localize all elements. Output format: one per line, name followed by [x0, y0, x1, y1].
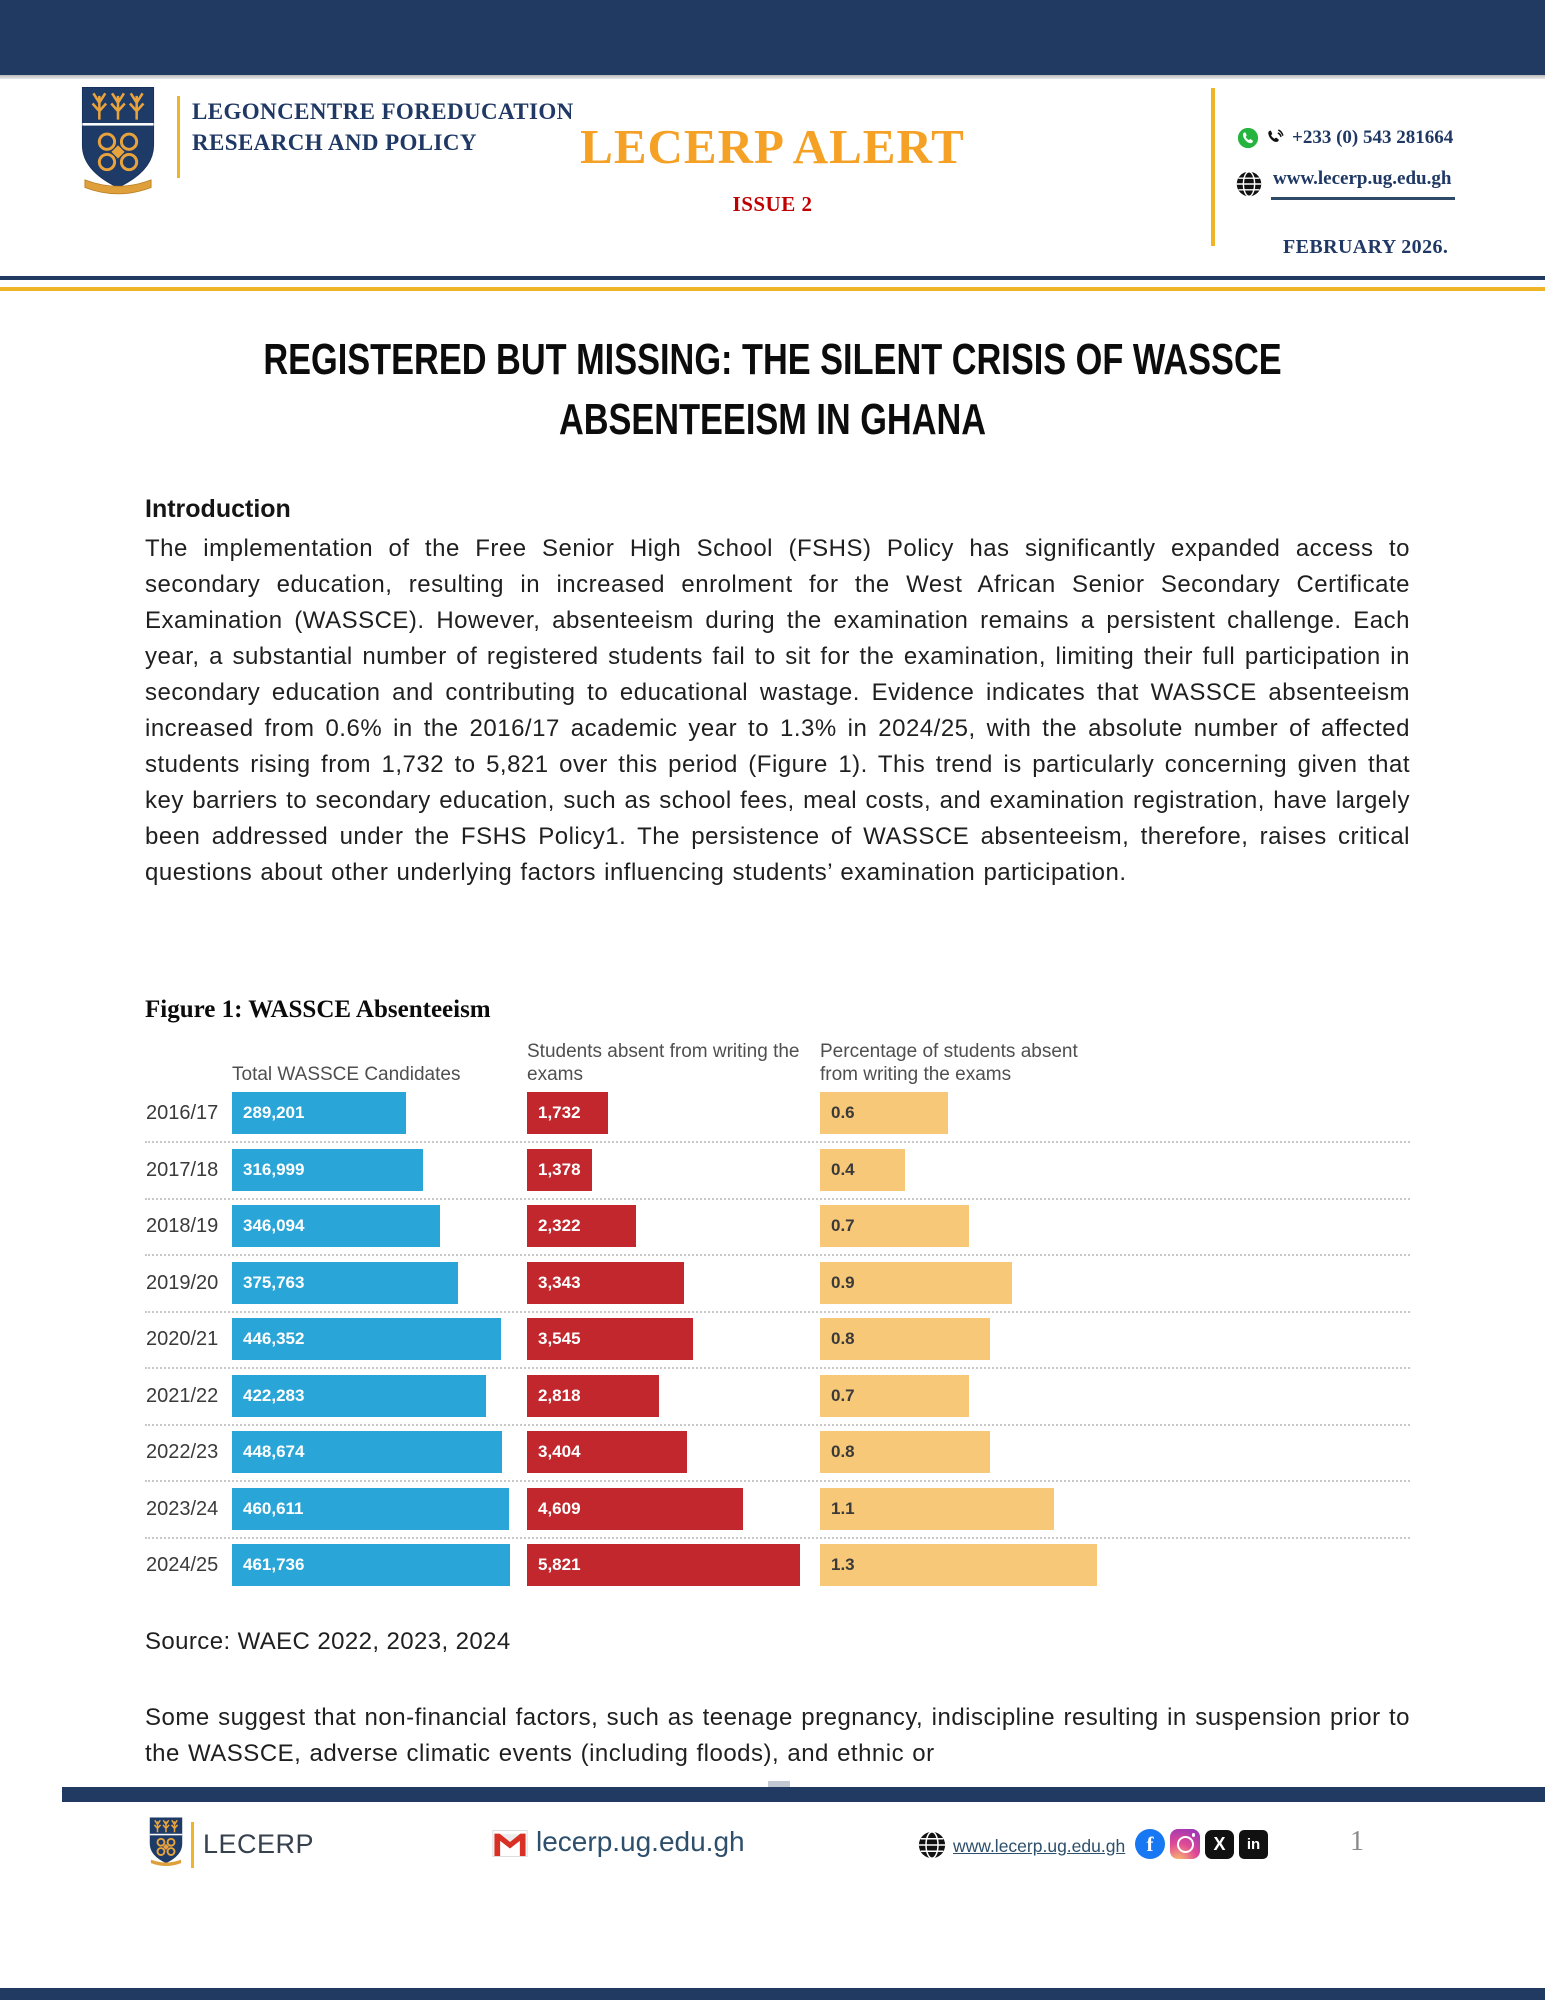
x-twitter-icon[interactable]: X [1205, 1830, 1234, 1859]
bar-2022-23-series0: 448,674 [232, 1431, 502, 1473]
org-name-line2: RESEARCH AND POLICY [192, 130, 477, 155]
bar-track [232, 1488, 510, 1530]
footer-banner [62, 1787, 1545, 1802]
bar-track [232, 1375, 510, 1417]
row-separator [145, 1367, 1410, 1369]
bar-track [527, 1488, 800, 1530]
bar-track [527, 1092, 800, 1134]
chart-column-header-percentage: Percentage of students absent from writing the exams [820, 1041, 1078, 1085]
bar-2020-21-series1: 3,545 [527, 1318, 693, 1360]
bar-track [820, 1375, 1097, 1417]
year-label: 2021/22 [146, 1384, 219, 1407]
bar-2016-17-series2: 0.6 [820, 1092, 948, 1134]
bar-track [820, 1488, 1097, 1530]
article-title [0, 330, 1545, 450]
website-row [1235, 168, 1455, 200]
wassce-absenteeism-chart [145, 1040, 1410, 1600]
article-title-line2: ABSENTEEISM IN GHANA [558, 395, 987, 444]
year-label: 2019/20 [146, 1271, 219, 1294]
bar-track [232, 1205, 510, 1247]
bar-2022-23-series1: 3,404 [527, 1431, 687, 1473]
bar-2019-20-series1: 3,343 [527, 1262, 684, 1304]
year-label: 2017/18 [146, 1158, 219, 1181]
row-separator [145, 1537, 1410, 1539]
facebook-icon[interactable]: f [1135, 1829, 1165, 1859]
phone-number[interactable]: +233 (0) 543 281664 [1292, 126, 1454, 148]
bar-2018-19-series2: 0.7 [820, 1205, 969, 1247]
header-rule-gold [0, 287, 1545, 291]
bar-track [820, 1544, 1097, 1586]
row-separator [145, 1480, 1410, 1482]
chart-row-2016-17 [145, 1092, 1410, 1149]
bar-track [232, 1092, 510, 1134]
figure-caption: Figure 1: WASSCE Absenteeism [145, 996, 491, 1023]
bar-track [527, 1375, 800, 1417]
year-label: 2016/17 [146, 1102, 219, 1124]
org-name-line1: LEGONCENTRE FOREDUCATION [192, 99, 574, 124]
bar-2023-24-series1: 4,609 [527, 1488, 743, 1530]
continuation-paragraph: Some suggest that non-financial factors, such as teenage pregnancy, indiscipline resulting in suspension prior to the WASSCE, adverse climatic events (including floods), and ethnic or [145, 1704, 1410, 1767]
bar-track [232, 1318, 510, 1360]
bar-track [820, 1318, 1097, 1360]
bar-2017-18-series2: 0.4 [820, 1149, 905, 1191]
bar-track [527, 1544, 800, 1586]
row-separator [145, 1198, 1410, 1200]
chart-column-header-candidates: Total WASSCE Candidates [232, 1064, 461, 1085]
year-label: 2018/19 [146, 1215, 219, 1237]
header-website-link[interactable]: www.lecerp.ug.edu.gh [1271, 168, 1455, 200]
bar-track [232, 1544, 510, 1586]
footer-email-link[interactable]: lecerp.ug.edu.gh [536, 1826, 745, 1857]
bar-2016-17-series0: 289,201 [232, 1092, 406, 1134]
section-heading: Introduction [145, 495, 291, 523]
bar-2024-25-series0: 461,736 [232, 1544, 510, 1586]
bar-2023-24-series2: 1.1 [820, 1488, 1054, 1530]
bar-track [820, 1431, 1097, 1473]
bar-2018-19-series1: 2,322 [527, 1205, 636, 1247]
issue-date: FEBRUARY 2026. [1283, 236, 1449, 258]
globe-icon [1235, 170, 1263, 198]
source-note: Source: WAEC 2022, 2023, 2024 [145, 1628, 511, 1655]
footer-logo-divider [191, 1822, 194, 1868]
chart-row-2021-22 [145, 1375, 1410, 1432]
row-separator [145, 1141, 1410, 1143]
bar-2022-23-series2: 0.8 [820, 1431, 990, 1473]
chart-row-2023-24 [145, 1488, 1410, 1545]
bar-track [527, 1318, 800, 1360]
bar-track [527, 1431, 800, 1473]
bar-2024-25-series1: 5,821 [527, 1544, 800, 1586]
bar-2018-19-series0: 346,094 [232, 1205, 440, 1247]
chart-row-2022-23 [145, 1431, 1410, 1488]
bar-2023-24-series0: 460,611 [232, 1488, 509, 1530]
footer-banner-notch [768, 1781, 790, 1787]
chart-row-2018-19 [145, 1205, 1410, 1262]
chart-row-2020-21 [145, 1318, 1410, 1375]
instagram-icon[interactable] [1170, 1829, 1200, 1859]
bottom-banner [0, 1988, 1545, 2000]
bar-2017-18-series1: 1,378 [527, 1149, 592, 1191]
chart-row-2019-20 [145, 1262, 1410, 1319]
bar-track [820, 1262, 1097, 1304]
footer-website-link[interactable]: www.lecerp.ug.edu.gh [953, 1836, 1126, 1856]
whatsapp-icon [1237, 127, 1259, 149]
footer-brand: LECERP [203, 1829, 315, 1859]
bar-track [232, 1431, 510, 1473]
page-number: 1 [1350, 1826, 1364, 1857]
chart-column-header-absent: Students absent from writing the exams [527, 1041, 800, 1085]
bar-track [527, 1149, 800, 1191]
chart-rows [145, 1092, 1410, 1601]
header-rule-navy [0, 276, 1545, 280]
row-separator [145, 1424, 1410, 1426]
bar-track [527, 1205, 800, 1247]
bar-2020-21-series2: 0.8 [820, 1318, 990, 1360]
phone-icon [1264, 126, 1287, 149]
bar-2021-22-series0: 422,283 [232, 1375, 486, 1417]
contact-divider-line [1211, 88, 1215, 246]
top-banner [0, 0, 1545, 75]
bar-2021-22-series1: 2,818 [527, 1375, 659, 1417]
gmail-icon [492, 1830, 528, 1857]
year-label: 2022/23 [146, 1441, 219, 1463]
bar-2019-20-series2: 0.9 [820, 1262, 1012, 1304]
year-label: 2024/25 [146, 1554, 219, 1576]
footer-globe-icon [917, 1830, 947, 1860]
footer-crest-logo [146, 1816, 186, 1867]
article-title-line1: REGISTERED BUT MISSING: THE SILENT CRISIS OF WASSCE [263, 335, 1282, 384]
newsletter-title: LECERP ALERT [580, 119, 965, 174]
bar-2020-21-series0: 446,352 [232, 1318, 501, 1360]
bar-track [820, 1205, 1097, 1247]
issue-label: ISSUE 2 [732, 192, 813, 216]
bar-track [232, 1262, 510, 1304]
chart-row-2024-25 [145, 1544, 1410, 1601]
bar-2016-17-series1: 1,732 [527, 1092, 608, 1134]
social-icons [1135, 1829, 1268, 1859]
bar-2021-22-series2: 0.7 [820, 1375, 969, 1417]
bar-2017-18-series0: 316,999 [232, 1149, 423, 1191]
intro-paragraph: The implementation of the Free Senior High School (FSHS) Policy has significantly expanded access to secondary education, resulting in increased enrolment for the West African Senior Secondary Certificate Examination (WASSCE). However, absenteeism during the examination remains a persistent challenge. Each year, a substantial number of registered students fail to sit for the examination, limiting their full participation in secondary education and contributing to educational wastage. Evidence indicates that WASSCE absenteeism increased from 0.6% in the 2016/17 academic year to 1.3% in 2024/25, with the absolute number of affected students rising from 1,732 to 5,821 over this period (Figure 1). This trend is particularly concerning given that key barriers to secondary education, such as school fees, meal costs, and examination registration, have largely been addressed under the FSHS Policy1. The persistence of WASSCE absenteeism, therefore, raises critical questions about other underlying factors influencing students’ examination participation. [145, 535, 1410, 886]
top-banner-shadow [0, 75, 1545, 79]
year-label: 2023/24 [146, 1497, 219, 1520]
bar-track [527, 1262, 800, 1304]
bar-track [820, 1149, 1097, 1191]
row-separator [145, 1254, 1410, 1256]
row-separator [145, 1311, 1410, 1313]
phone-row [1237, 126, 1453, 149]
bar-2019-20-series0: 375,763 [232, 1262, 458, 1304]
chart-row-2017-18 [145, 1149, 1410, 1206]
bar-2024-25-series2: 1.3 [820, 1544, 1097, 1586]
bar-track [820, 1092, 1097, 1134]
linkedin-icon[interactable]: in [1239, 1830, 1268, 1859]
year-label: 2020/21 [146, 1328, 219, 1350]
bar-track [232, 1149, 510, 1191]
